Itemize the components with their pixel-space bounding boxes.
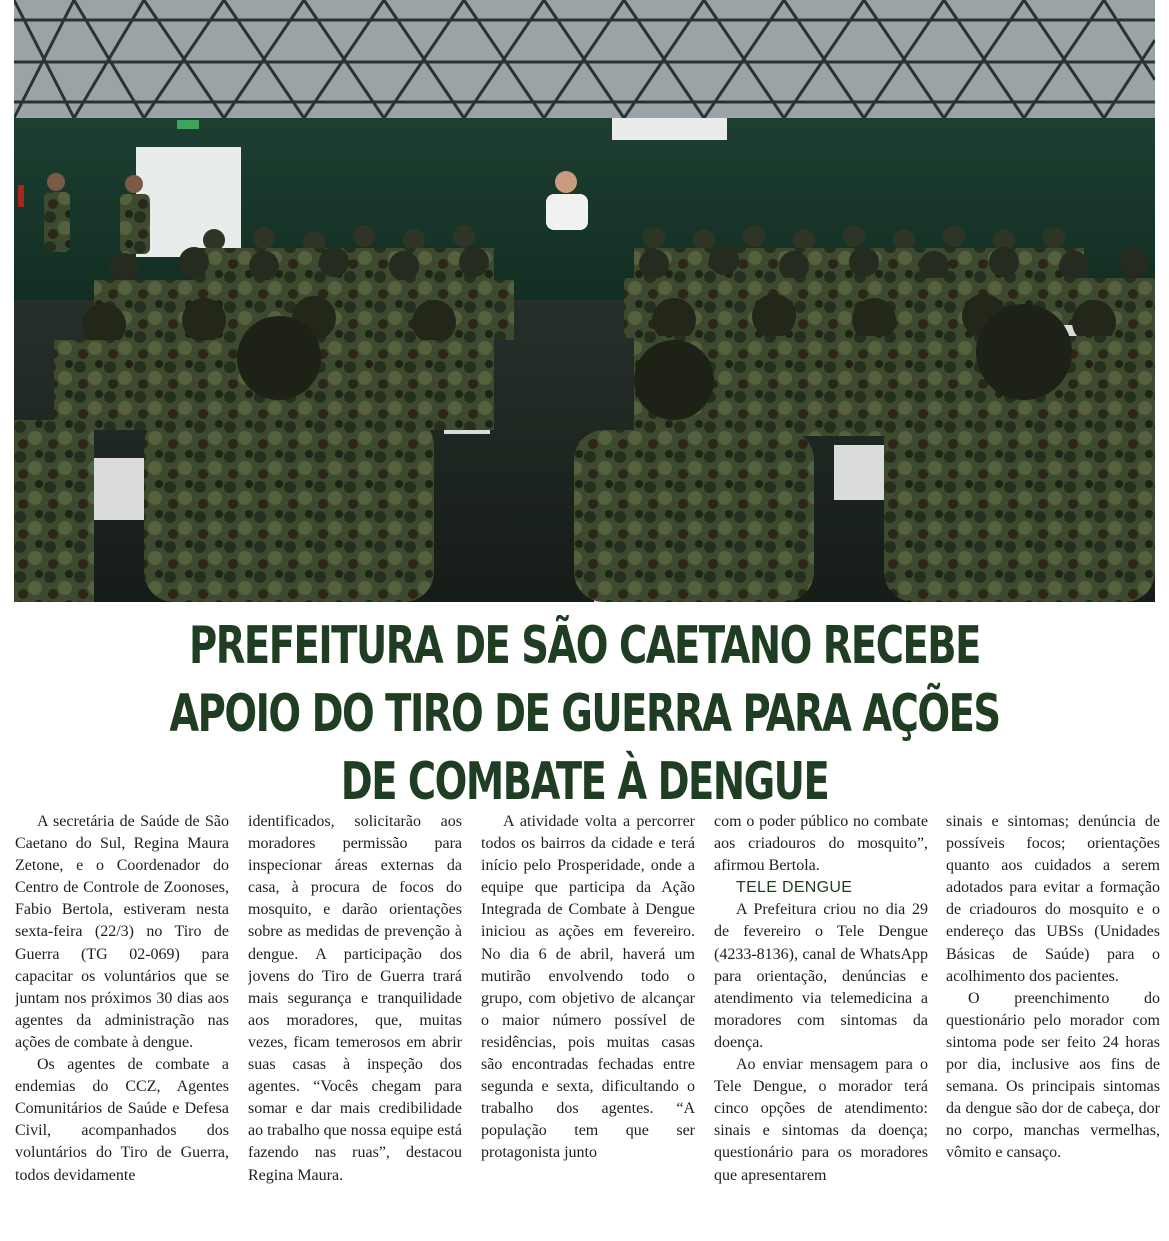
article-column-5 xyxy=(946,811,1160,1236)
article-column-2 xyxy=(248,811,462,1236)
paragraph: com o poder público no combate aos criadouros do mosquito”, afirmou Bertola. xyxy=(714,813,928,875)
article-photo xyxy=(14,0,1155,602)
projection-screen xyxy=(612,118,727,140)
paragraph: identificados, solicitarão aos moradores permissão para inspecionar áreas externas da casa, à procura de focos do mosquito, e darão orientações sobre as medidas de prevenção à dengue. A participação dos jovens do Tiro de Guerra trará mais segurança e tranquilidade aos moradores, que, muitas vezes, ficam temerosos em abrir suas casas à inspeção dos agentes. “Vocês chegam para somar e dar mais credibilidade ao trabalho que nossa equipe está fazendo nas ruas”, destacou Regina Maura. xyxy=(248,813,462,1184)
paragraph: O preenchimento do questionário pelo morador com sintoma pode ser feito 24 horas por dia, inclusive aos fins de semana. Os principais sintomas da dengue são dor de cabeça, dor no corpo, manchas vermelhas, vômito e cansaço. xyxy=(946,989,1160,1162)
doorway xyxy=(136,147,241,257)
paragraph: A secretária de Saúde de São Caetano do Sul, Regina Maura Zetone, e o Coordenador do Centro de Controle de Zoonoses, Fabio Bertola, estiveram nesta sexta-feira (22/3) no Tiro de Guerra (TG 02-069) para capacitar os voluntários que se juntam nos próximos 30 dias aos agentes da administração nas ações de combate à dengue. xyxy=(15,813,229,1051)
paragraph: A Prefeitura criou no dia 29 de fevereiro o Tele Dengue (4233-8136), canal de WhatsApp para orientação, denúncias e atendimento via telemedicina a moradores com sintomas da doença. xyxy=(714,901,928,1051)
headline: PREFEITURA DE SÃO CAETANO RECEBE APOIO DO TIRO DE GUERRA PARA AÇÕES DE COMBATE À DENGUE xyxy=(169,616,1000,812)
paragraph: A atividade volta a percorrer todos os bairros da cidade e terá início pelo Prosperidade, onde a equipe que participa da Ação Integrada de Combate à Dengue iniciou as ações em fevereiro. No dia 6 de abril, haverá um mutirão envolvendo todo o grupo, com objetivo de alcançar o maior número possível de residências, pois muitas casas são encontradas fechadas entre segunda e sexta, dificultando o trabalho dos agentes. “A população tem que ser protagonista junto xyxy=(481,813,695,1162)
paragraph: Os agentes de combate a endemias do CCZ, Agentes Comunitários de Saúde e Defesa Civil, acompanhados dos voluntários do Tiro de Guerra, todos devidamente xyxy=(15,1056,229,1184)
article-column-4 xyxy=(714,811,928,1236)
exit-sign xyxy=(177,120,199,129)
article-column-3 xyxy=(481,811,695,1236)
article-column-1 xyxy=(15,811,229,1236)
section-subhead: TELE DENGUE xyxy=(736,879,853,897)
paragraph: Ao enviar mensagem para o Tele Dengue, o morador terá cinco opções de atendimento: sinais e sintomas da doença; questionário para os moradores que apresentarem xyxy=(714,1056,928,1184)
paragraph: sinais e sintomas; denúncia de possíveis focos; orientações quanto aos cuidados a serem adotados para evitar a formação de criadouros do mosquito e o endereço das UBSs (Unidades Básicas de Saúde) para o acolhimento dos pacientes. xyxy=(946,813,1160,985)
